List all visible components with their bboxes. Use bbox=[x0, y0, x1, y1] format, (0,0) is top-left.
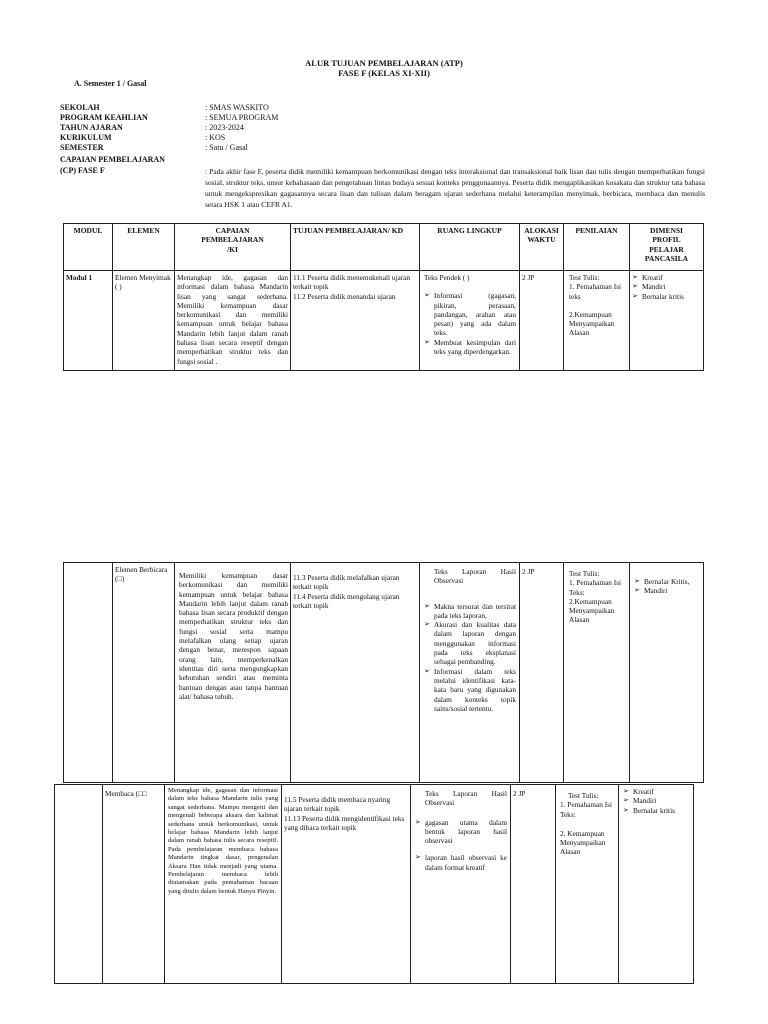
info-label: SEMESTER bbox=[60, 143, 104, 152]
dimensi-item: ➢ Kreatif bbox=[632, 273, 701, 282]
header-ruang-lingkup: RUANG LINGKUP bbox=[419, 223, 520, 271]
ruang-item: ➢ gagasan utama dalam bentuk laporan hasil observasi bbox=[415, 818, 507, 846]
info-value: : SEMUA PROGRAM bbox=[205, 113, 279, 122]
tujuan-item: 11.5 Peserta didik membaca nyaring ujaran terkait topik bbox=[284, 795, 391, 814]
row2-capaian: Memiliki kemampuan dasar berkomunikasi dan memiliki kemampuan untuk belajar bahasa Mandarin lebih lanjut dalam ranah bahasa lisan secara produktif dengan memperhatikan struktur teks dan fungsi sosial serta mampu melafalkan ulang setiap ujaran dengan benar, merespon sapaan orang lain, memperkenalkan identitas diri serta mengungkapkan kebutuhan sendiri atau meminta bantuan dengan atau tanpa bantuan alat/ bahasa tubuh. bbox=[174, 562, 291, 783]
penilaian-line: 1. Pemahaman Isi Teks: bbox=[560, 800, 613, 819]
penilaian-line: Test Tulis: bbox=[568, 791, 599, 800]
ruang-item: ➢ Akurasi dan kualitas data dalam laporan dengan menggunakan informasi pada teks eksplanasi sebagai pembanding. bbox=[424, 620, 516, 666]
cp-description: : Pada akhir fase F, peserta didik memiliki kemampuan berkomunikasi dengan teks interaksional dan transaksional baik lisan dan tulis dengan memperhatikan fungsi sosial, struktur teks, unsur kebahasaan dan pengetahuan lintas budaya sesuai konteks penggunaannya. Peserta didik mengaplikasikan kosakata dan struktur tata bahasa untuk mengekspresikan gagasannya secara lisan dan tulisan dalam beragam ujaran sederhana melalui keterampilan menyimak, berbicara, membaca dan menulis setara HSK 1 atau CEFR A1. bbox=[205, 167, 705, 209]
dimensi-item: ➢ Mandiri bbox=[632, 282, 701, 291]
row1-elemen: Elemen Menyimak ( ) bbox=[112, 270, 175, 371]
row1-penilaian bbox=[563, 270, 630, 371]
tujuan-item: 11.3 Peserta didik melafalkan ujaran terkait topik bbox=[293, 573, 400, 592]
tujuan-item: 11.13 Peserta didik mengidentifikasi teks yang dibaca terkait topik bbox=[284, 813, 405, 832]
row3-tujuan bbox=[281, 784, 411, 984]
row1-alokasi: 2 JP bbox=[519, 270, 564, 371]
row3-capaian: Menangkap ide, gagasan dan informasi dalam teks bahasa Mandarin tulis yang sangat sederhana. Mampu mengerti dan mengenali beberapa aksara dan kalimat sederhana untuk berkomunikasi, untuk belajar bahasa Mandarin lebih lanjut dalam ranah bahasa tulis secara reseptif. Pada pembelajaran membaca bahasa Mandarin tingkat dasar, pengenalan Aksara Han tidak menjadi yang utama. Pembelajaran membaca lebih diutamakan pada pemahaman bacaan yang ditulis dalam bentuk Hanyu Pinyin. bbox=[164, 784, 282, 984]
info-label: TAHUN AJARAN bbox=[60, 123, 123, 132]
ruang-item: ➢ Makna tersurat dan tersirat pada teks laporan, bbox=[424, 602, 516, 621]
row1-modul: Modul 1 bbox=[63, 270, 113, 371]
penilaian-line: Test Tulis: bbox=[569, 273, 600, 282]
info-value: : 2023-2024 bbox=[205, 123, 244, 132]
header-elemen: ELEMEN bbox=[112, 223, 175, 271]
penilaian-line: 2.Kemampuan Menyampaikan Alasan bbox=[569, 309, 615, 338]
row2-alokasi: 2 JP bbox=[519, 562, 564, 783]
row2-modul bbox=[63, 562, 113, 783]
semester-heading: A. Semester 1 / Gasal bbox=[74, 79, 147, 88]
row3-penilaian bbox=[555, 784, 619, 984]
row2-elemen: Elemen Berbicara (□) bbox=[112, 562, 175, 783]
ruang-title: Teks Laporan Hasil Observasi bbox=[434, 567, 516, 586]
info-label: KURIKULUM bbox=[60, 133, 112, 142]
row1-tujuan bbox=[290, 270, 420, 371]
header-tujuan: TUJUAN PEMBELAJARAN/ KD bbox=[290, 223, 420, 271]
penilaian-line: 1. Pemahaman Isi Teks: bbox=[569, 578, 622, 597]
info-label: SEKOLAH bbox=[60, 103, 100, 112]
dimensi-item: ➢ Bernalar kritis bbox=[632, 292, 701, 301]
header-alokasi: ALOKASI WAKTU bbox=[519, 223, 564, 271]
header-penilaian: PENILAIAN bbox=[563, 223, 630, 271]
ruang-title: Teks Laporan Hasil Observasi bbox=[425, 789, 507, 808]
dimensi-item: ➢ Bernalar Kritis, bbox=[634, 577, 701, 586]
row1-ruang-lingkup bbox=[419, 270, 520, 371]
info-value: : KOS bbox=[205, 133, 226, 142]
row2-ruang-lingkup bbox=[419, 562, 520, 783]
tujuan-item: 11.2 Peserta didik menandai ujaran bbox=[293, 291, 396, 301]
document-title: ALUR TUJUAN PEMBELAJARAN (ATP) bbox=[305, 58, 463, 68]
header-modul: MODUL bbox=[63, 223, 113, 271]
info-label: PROGRAM KEAHLIAN bbox=[60, 113, 148, 122]
info-label: CAPAIAN PEMBELAJARAN bbox=[60, 155, 165, 164]
row1-capaian: Menangkap ide, gagasan dan informasi dalam bahasa Mandarin lisan yang sangat sederhana. Memiliki kemampuan dasar berkomunikasi dan memiliki kemampuan untuk belajar bahasa Mandarin lebih lanjut dalam ranah bahasa lisan secara reseptif dengan memperhatikan struktur teks dan fungsi sosial . bbox=[174, 270, 291, 371]
penilaian-line: 2. Kemampuan Menyampaikan Alasan bbox=[560, 828, 606, 857]
dimensi-item: ➢ Mandiri bbox=[634, 586, 701, 595]
ruang-item: ➢ Membuat kesimpulan dari teks yang diperdengarkan. bbox=[424, 338, 516, 357]
tujuan-item: 11.4 Peserta didik mengulang ujaran terkait topik bbox=[293, 591, 400, 610]
row1-dimensi bbox=[629, 270, 704, 371]
ruang-item: ➢ laporan hasil observasi ke dalam format kreatif bbox=[415, 853, 507, 872]
dimensi-item: ➢ Bernalar kritis bbox=[623, 806, 691, 815]
row2-penilaian bbox=[563, 562, 630, 783]
ruang-item: ➢ Informasi dalam teks melalui identifikasi kata-kata baru yang digunakan dalam konteks topik sains/sosial tertentu. bbox=[424, 667, 516, 713]
info-value: : Satu / Gasal bbox=[205, 143, 248, 152]
row3-modul bbox=[54, 784, 103, 984]
row3-ruang-lingkup bbox=[410, 784, 511, 984]
dimensi-item: ➢ Kreatif bbox=[623, 787, 691, 796]
info-value: : SMAS WASKITO bbox=[205, 103, 269, 112]
document-subtitle: FASE F (KELAS XI-XII) bbox=[338, 68, 430, 78]
row2-dimensi bbox=[629, 562, 704, 783]
tujuan-item: 11.1 Peserta didik menemukenali ujaran terkait topik bbox=[293, 273, 411, 292]
header-capaian: CAPAIAN PEMBELAJARAN /KI bbox=[174, 223, 291, 271]
ruang-title: Teks Pendek ( ) bbox=[424, 273, 470, 282]
header-dimensi: DIMENSI PROFIL PELAJAR PANCASILA bbox=[629, 223, 704, 271]
penilaian-line: Test Tulis: bbox=[569, 569, 600, 578]
info-label: (CP) FASE F bbox=[60, 166, 105, 175]
penilaian-line: 1. Pemahaman Isi teks bbox=[569, 282, 622, 301]
ruang-item: ➢ Informasi (gagasan, pikiran, perasaan, pandangan, arahan atau pesan) yang ada dalam teks. bbox=[424, 291, 516, 337]
dimensi-item: ➢ Mandiri bbox=[623, 796, 691, 805]
row2-tujuan bbox=[290, 562, 420, 783]
row3-dimensi bbox=[618, 784, 694, 984]
penilaian-line: 2.Kemampuan Menyampaikan Alasan bbox=[569, 596, 615, 625]
row3-alokasi: 2 JP bbox=[510, 784, 556, 984]
row3-elemen: Membaca (□□ bbox=[102, 784, 165, 984]
